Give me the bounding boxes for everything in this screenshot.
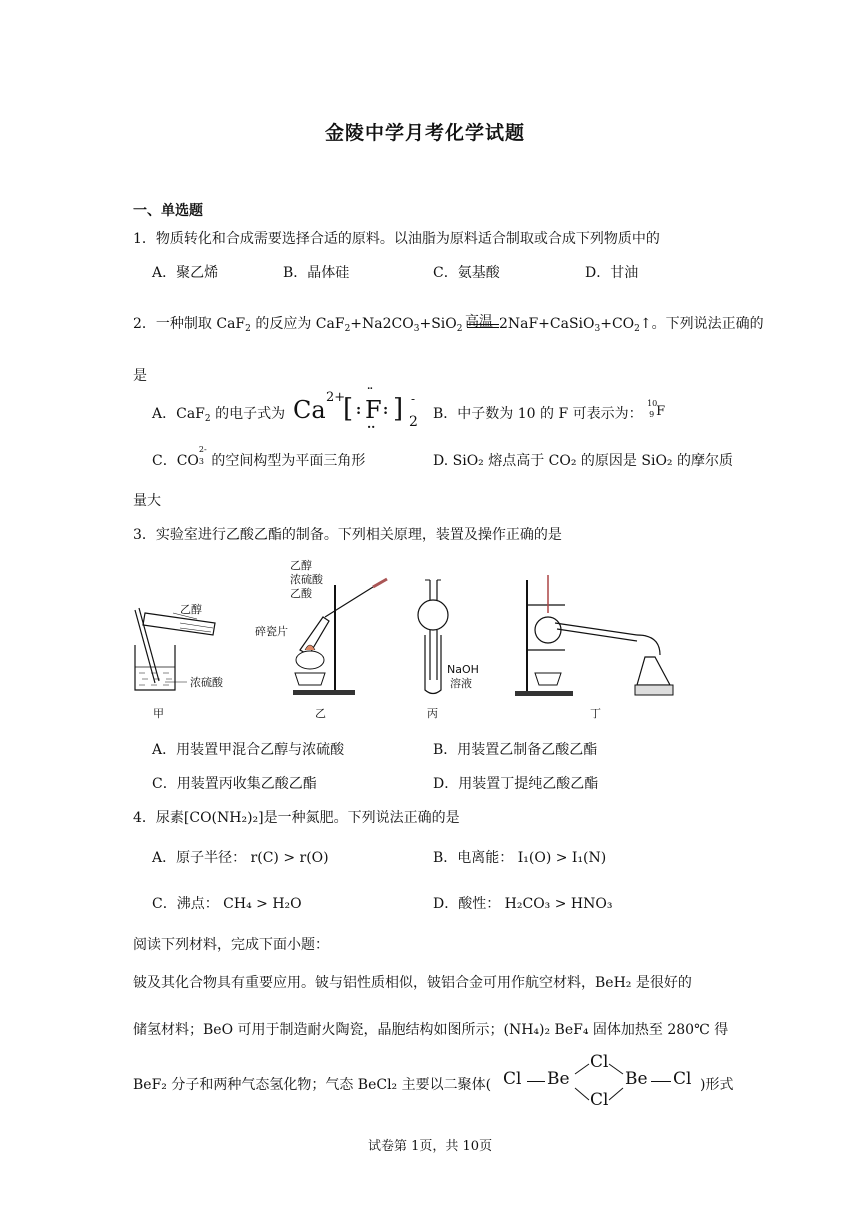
label-naoh: NaOH (447, 663, 479, 676)
q1-option-d[interactable]: D．甘油 (585, 265, 639, 281)
label-conc-acid: 浓硫酸 (190, 676, 223, 689)
option-label: B．中子数为 10 的 F 可表示为： (433, 406, 643, 422)
dots-right: : (383, 402, 389, 418)
page-footer: 试卷第 1页，共 10页 (368, 1139, 493, 1154)
label-chip: 碎瓷片 (255, 625, 288, 638)
ca-symbol: Ca (293, 396, 326, 424)
q2-option-c[interactable]: C．CO 2- 3 的空间构型为平面三角形 (152, 445, 366, 469)
label-yi-acetic: 乙酸 (290, 587, 312, 600)
q4-option-d[interactable]: D．酸性： H₂CO₃ > HNO₃ (433, 896, 613, 912)
q1-option-b[interactable]: B．晶体硅 (283, 265, 350, 281)
q2-text-part: +CO (600, 316, 635, 332)
option-label: A．CaF (152, 406, 205, 422)
condition-label: 高温 (464, 314, 493, 330)
reaction-condition (464, 314, 499, 330)
q2-option-d[interactable]: D. SiO₂ 熔点高于 CO₂ 的原因是 SiO₂ 的摩尔质 (433, 453, 733, 469)
q2-text-part: +Na2CO (350, 316, 414, 332)
q1-option-c[interactable]: C．氨基酸 (433, 265, 500, 281)
reading-line-2: 储氢材料；BeO 可用于制造耐火陶瓷，晶胞结构如图所示；(NH₄)₂ BeF₄ 固体加热至 280℃ 得 (133, 1022, 729, 1038)
q3-option-c[interactable]: C．用装置丙收集乙酸乙酯 (152, 776, 317, 792)
q2-text-part: ↑。下列说法正确的 (639, 316, 764, 332)
electron-formula (293, 386, 423, 434)
option-label: 的电子式为 (210, 406, 286, 422)
label-solution: 溶液 (450, 677, 472, 690)
label-yi-ethanol: 乙醇 (290, 559, 312, 572)
reading-intro: 阅读下列材料，完成下面小题： (133, 937, 329, 953)
label-yi: 乙 (315, 707, 326, 720)
dimer-cl-top: Cl (590, 1052, 609, 1072)
q2-text-part: 2NaF+CaSiO (498, 316, 595, 332)
apparatus-yi (255, 558, 387, 720)
isotope-number: 9 (649, 410, 655, 419)
f-symbol: F (365, 396, 382, 424)
reading-line-1: 铍及其化合物具有重要应用。铍与铝性质相似，铍铝合金可用作航空材料，BeH₂ 是很好的 (133, 975, 692, 991)
f-count: 2 (409, 414, 418, 430)
apparatus-jia (135, 602, 224, 720)
dots-bottom: ·· (367, 420, 376, 434)
f-charge: - (411, 392, 416, 406)
q4-option-b[interactable]: B．电离能： I₁(O) > I₁(N) (433, 850, 607, 866)
option-label: 的空间构型为平面三角形 (206, 453, 366, 469)
q2-option-b[interactable] (433, 399, 666, 423)
label-yi-acid: 浓硫酸 (290, 573, 323, 586)
dimer-be-right: Be (625, 1069, 648, 1089)
q2-text-part: 的反应为 CaF (250, 316, 345, 332)
left-bracket: [ (343, 394, 354, 424)
isotope-notation (647, 399, 666, 419)
reading-line-3-post: )形式 (700, 1077, 734, 1093)
dimer-cl-left: Cl (503, 1069, 522, 1089)
q4-option-a[interactable]: A．原子半径： r(C) > r(O) (152, 850, 329, 866)
co3-formula: CO (176, 453, 199, 469)
isotope-mass: 10 (647, 399, 658, 408)
apparatus-bing (418, 580, 479, 720)
q3-option-b[interactable]: B．用装置乙制备乙酸乙酯 (433, 742, 598, 758)
q4-option-c[interactable]: C．沸点： CH₄ > H₂O (152, 896, 302, 912)
dots-top: ¨ (367, 386, 373, 400)
dimer-cl-right: Cl (673, 1069, 692, 1089)
question-1-text: 1．物质转化和合成需要选择合适的原料。以油脂为原料适合制取或合成下列物质中的 (133, 231, 660, 247)
dots-left: : (356, 402, 362, 418)
question-2-text: 2．一种制取 CaF$_2$ 的反应为 $CaF_2+Na2CO_3+SiO_2$ 高温 $2NaF+CaSiO_3+CO_2↑$。下列说法正确的 (133, 313, 764, 334)
label-ethanol: 乙醇 (180, 603, 202, 616)
right-bracket: ] (393, 394, 404, 424)
isotope-element: F (656, 404, 666, 419)
reading-line-3-pre: BeF₂ 分子和两种气态氢化物；气态 BeCl₂ 主要以二聚体( (133, 1077, 492, 1093)
question-3-text: 3．实验室进行乙酸乙酯的制备。下列相关原理，装置及操作正确的是 (133, 527, 562, 543)
section-heading: 一、单选题 (133, 203, 203, 219)
q3-option-d[interactable]: D．用装置丁提纯乙酸乙酯 (433, 776, 599, 792)
page-title: 金陵中学月考化学试题 (325, 122, 526, 144)
becl2-dimer (503, 1052, 699, 1114)
q2-option-d-cont: 量大 (133, 493, 161, 509)
dimer-be-left: Be (547, 1069, 570, 1089)
apparatus-figure (125, 555, 685, 725)
option-label: C． (152, 453, 177, 469)
dimer-cl-bottom: Cl (590, 1090, 609, 1110)
q2-text-part: 2．一种制取 CaF (133, 316, 246, 332)
question-4-text: 4．尿素[CO(NH₂)₂]是一种氮肥。下列说法正确的是 (133, 810, 460, 826)
label-ding: 丁 (590, 707, 601, 720)
q1-option-a[interactable]: A．聚乙烯 (152, 265, 219, 281)
question-2-cont: 是 (133, 368, 147, 384)
q3-option-a[interactable]: A．用装置甲混合乙醇与浓硫酸 (152, 742, 345, 758)
q2-option-a[interactable]: A．CaF$_2$ 的电子式为 (152, 406, 286, 424)
label-jia: 甲 (153, 707, 164, 720)
label-bing: 丙 (427, 707, 438, 720)
ca-charge: 2+ (326, 390, 346, 405)
q2-text-part: +SiO (419, 316, 457, 332)
apparatus-ding (515, 575, 673, 720)
